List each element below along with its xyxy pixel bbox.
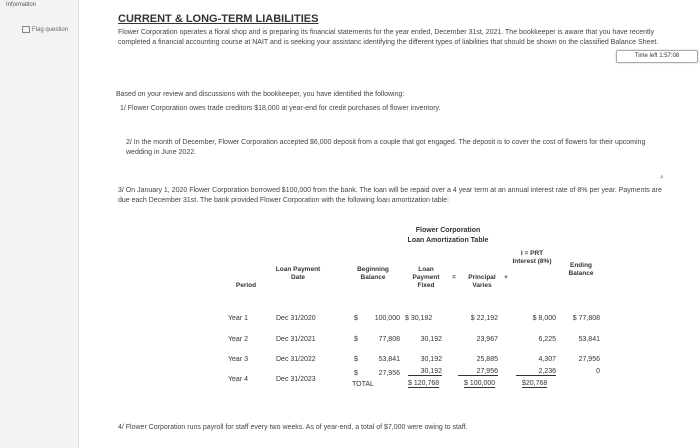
item-4-text: 4/ Flower Corporation runs payroll for staff every two weeks. As of year-end, a total of $7,000 were owing to staff. (118, 424, 468, 431)
total-interest: $20,768 (522, 380, 548, 387)
header-payment-date: Loan Payment Date (275, 266, 321, 281)
row2-principal: 23,967 (476, 336, 498, 343)
lead-text: Based on your review and discussions with the bookkeeper, you have identified the following: (116, 91, 405, 98)
row1-payment: $ 30,192 (405, 315, 433, 322)
header-period: Period (235, 282, 257, 289)
header-equals: = (452, 274, 456, 281)
row4-interest: 2,236 (516, 368, 556, 376)
row2-payment: 30,192 (420, 336, 442, 343)
row1-period: Year 1 (228, 315, 248, 322)
row3-beginning: 53,841 (378, 356, 400, 363)
header-interest: I = PRT Interest (8%) (512, 250, 552, 265)
row4-payment: 30,192 (408, 368, 442, 376)
flag-question-button[interactable] (22, 26, 68, 34)
time-left-timer: Time left 1:57:08 (616, 50, 698, 63)
row2-interest: 6,225 (538, 336, 556, 343)
cursor-icon: ⌕ (660, 174, 664, 181)
row3-ending: 27,956 (578, 356, 600, 363)
flag-question-label: Flag question (32, 27, 69, 34)
item-3-text: 3/ On January 1, 2020 Flower Corporation borrowed $100,000 from the bank. The loan will be repaid over a 4 year term at an annual interest rate of 8% per year. Payments are due each December 31st. The bank provided Flower Corporation with the following loan amortization table: (118, 187, 662, 204)
row1-beginning: 100,000 (374, 315, 400, 322)
row1-interest: $ 8,000 (532, 315, 556, 322)
row3-date: Dec 31/2022 (276, 356, 316, 363)
row4-principal: 27,956 (458, 368, 498, 376)
question-content (78, 0, 700, 448)
row4-date: Dec 31/2023 (276, 376, 316, 383)
total-payment: $ 120,768 (408, 380, 440, 387)
row2-ending: 53,841 (578, 336, 600, 343)
row1-principal: $ 22,192 (470, 315, 498, 322)
table-title-line2: Loan Amortization Table (407, 237, 489, 244)
flag-icon (22, 26, 30, 33)
row2-beginning: 77,808 (378, 336, 400, 343)
row1-ending: $ 77,808 (572, 315, 600, 322)
total-principal: $ 100,000 (464, 380, 496, 387)
row2-date: Dec 31/2021 (276, 336, 316, 343)
header-principal: Principal Varies (468, 274, 496, 289)
row4-period: Year 4 (228, 376, 248, 383)
table-title (388, 226, 508, 246)
row4-dollar: $ (354, 370, 358, 377)
header-plus: + (504, 274, 508, 281)
table-title-line1: Flower Corporation (415, 227, 481, 234)
sidebar (0, 0, 79, 448)
row3-dollar: $ (354, 356, 358, 363)
intro-paragraph: Flower Corporation operates a floral shop and is preparing its financial statements for the year ended, December 31st, 2021. The bookkeeper is aware that you have recently completed a financial accounting course at NAIT and is seeking your assistanc identifying the different types of liabilities that should be shown on the classified Balance Sheet. (118, 29, 659, 46)
row2-period: Year 2 (228, 336, 248, 343)
header-ending: Ending Balance (568, 262, 594, 277)
information-label: Information (6, 2, 37, 8)
item-2-text: 2/ In the month of December, Flower Corporation accepted $6,000 deposit from a couple that got engaged. The deposit is to cover the cost of flowers for their upcoming wedding in June 2022. (126, 139, 646, 156)
row1-date: Dec 31/2020 (276, 315, 316, 322)
row4-beginning: 27,956 (378, 370, 400, 377)
total-label: TOTAL (352, 381, 374, 388)
row3-period: Year 3 (228, 356, 248, 363)
row3-interest: 4,307 (538, 356, 556, 363)
row1-dollar: $ (354, 315, 358, 322)
row3-payment: 30,192 (420, 356, 442, 363)
page-title: CURRENT & LONG-TERM LIABILITIES (118, 13, 319, 25)
row3-principal: 25,885 (476, 356, 498, 363)
header-beginning: Beginning Balance (357, 266, 389, 281)
item-1-text: 1/ Flower Corporation owes trade creditors $18,000 at year-end for credit purchases of flower inventory. (120, 105, 441, 112)
header-loan-payment: Loan Payment Fixed (412, 266, 440, 289)
row2-dollar: $ (354, 336, 358, 343)
row4-ending: 0 (596, 368, 600, 375)
